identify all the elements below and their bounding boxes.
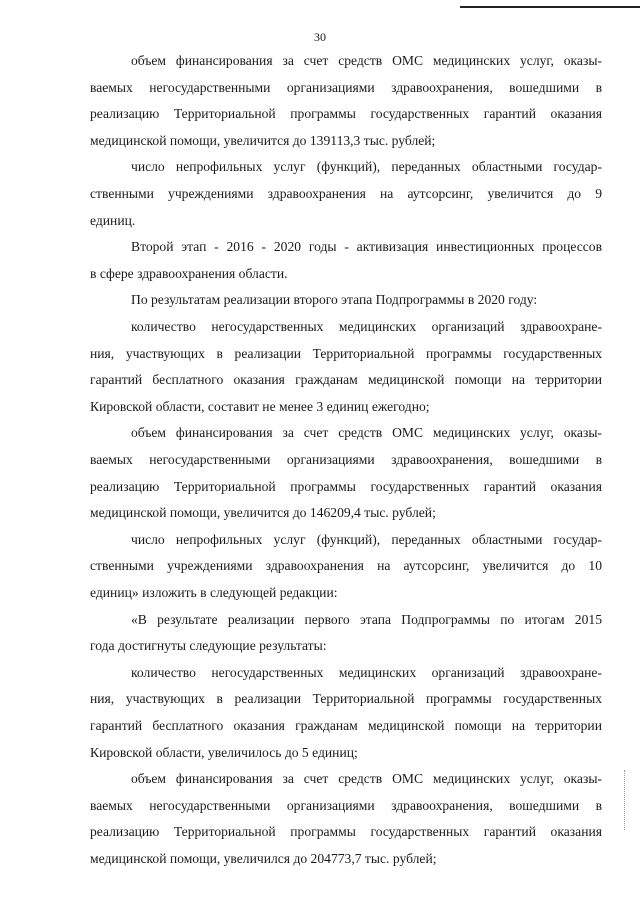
text-line: Кировской области, увеличилось до 5 единиц; — [90, 744, 358, 760]
text-line: ваемых негосударственными организациями здравоохранения, вошедшими в — [90, 452, 602, 467]
text-line: Кировской области, составит не менее 3 единиц ежегодно; — [90, 398, 430, 414]
text-line: ния, участвующих в реализации Территориальной программы государственных — [90, 345, 602, 361]
page-number: 30 — [314, 30, 326, 44]
text-line: реализацию Территориальной программы государственных гарантий оказания — [90, 106, 602, 122]
text-line: медицинской помощи, увеличится до 146209,4 тыс. рублей; — [90, 505, 436, 521]
text-line: объем финансирования за счет средств ОМС медицинских услуг, оказы- — [131, 53, 602, 68]
top-rule — [460, 6, 640, 8]
text-line: года достигнуты следующие результаты: — [90, 638, 327, 654]
text-line: «В результате реализации первого этапа Подпрограммы по итогам 2015 — [131, 611, 602, 627]
scan-margin-marks — [624, 770, 627, 830]
text-line: реализацию Территориальной программы государственных гарантий оказания — [90, 478, 602, 494]
text-line: ваемых негосударственными организациями здравоохранения, вошедшими в — [90, 79, 602, 95]
text-line: По результатам реализации второго этапа Подпрограммы в 2020 году: — [131, 292, 538, 308]
text-line: единиц. — [90, 212, 136, 228]
text-line: объем финансирования за счет средств ОМС медицинских услуг, оказы- — [131, 425, 602, 441]
text-line: ваемых негосударственными организациями здравоохранения, вошедшими в — [90, 797, 602, 813]
text-line: в сфере здравоохранения области. — [90, 265, 288, 281]
text-line: объем финансирования за счет средств ОМС медицинских услуг, оказы- — [131, 771, 602, 787]
text-line: гарантий бесплатного оказания гражданам медицинской помощи на территории — [90, 372, 602, 388]
text-line: число непрофильных услуг (функций), переданных областными государ- — [131, 159, 602, 175]
text-line: единиц» изложить в следующей редакции: — [90, 585, 338, 600]
text-line: реализацию Территориальной программы государственных гарантий оказания — [90, 824, 602, 840]
text-line: количество негосударственных медицинских организаций здравоохране- — [131, 664, 602, 680]
text-line: число непрофильных услуг (функций), переданных областными государ- — [131, 531, 602, 547]
text-line: количество негосударственных медицинских организаций здравоохране- — [131, 319, 602, 334]
text-line: гарантий бесплатного оказания гражданам медицинской помощи на территории — [90, 718, 602, 733]
text-line: ния, участвующих в реализации Территориальной программы государственных — [90, 691, 602, 707]
text-line: медицинской помощи, увеличился до 204773,7 тыс. рублей; — [90, 851, 437, 866]
text-line: Второй этап - 2016 - 2020 годы - активизация инвестиционных процессов — [131, 239, 602, 255]
text-line: ственными учреждениями здравоохранения на аутсорсинг, увеличится до 10 — [90, 558, 602, 574]
text-line: медицинской помощи, увеличится до 139113,3 тыс. рублей; — [90, 132, 436, 148]
text-line: ственными учреждениями здравоохранения на аутсорсинг, увеличится до 9 — [90, 186, 602, 201]
